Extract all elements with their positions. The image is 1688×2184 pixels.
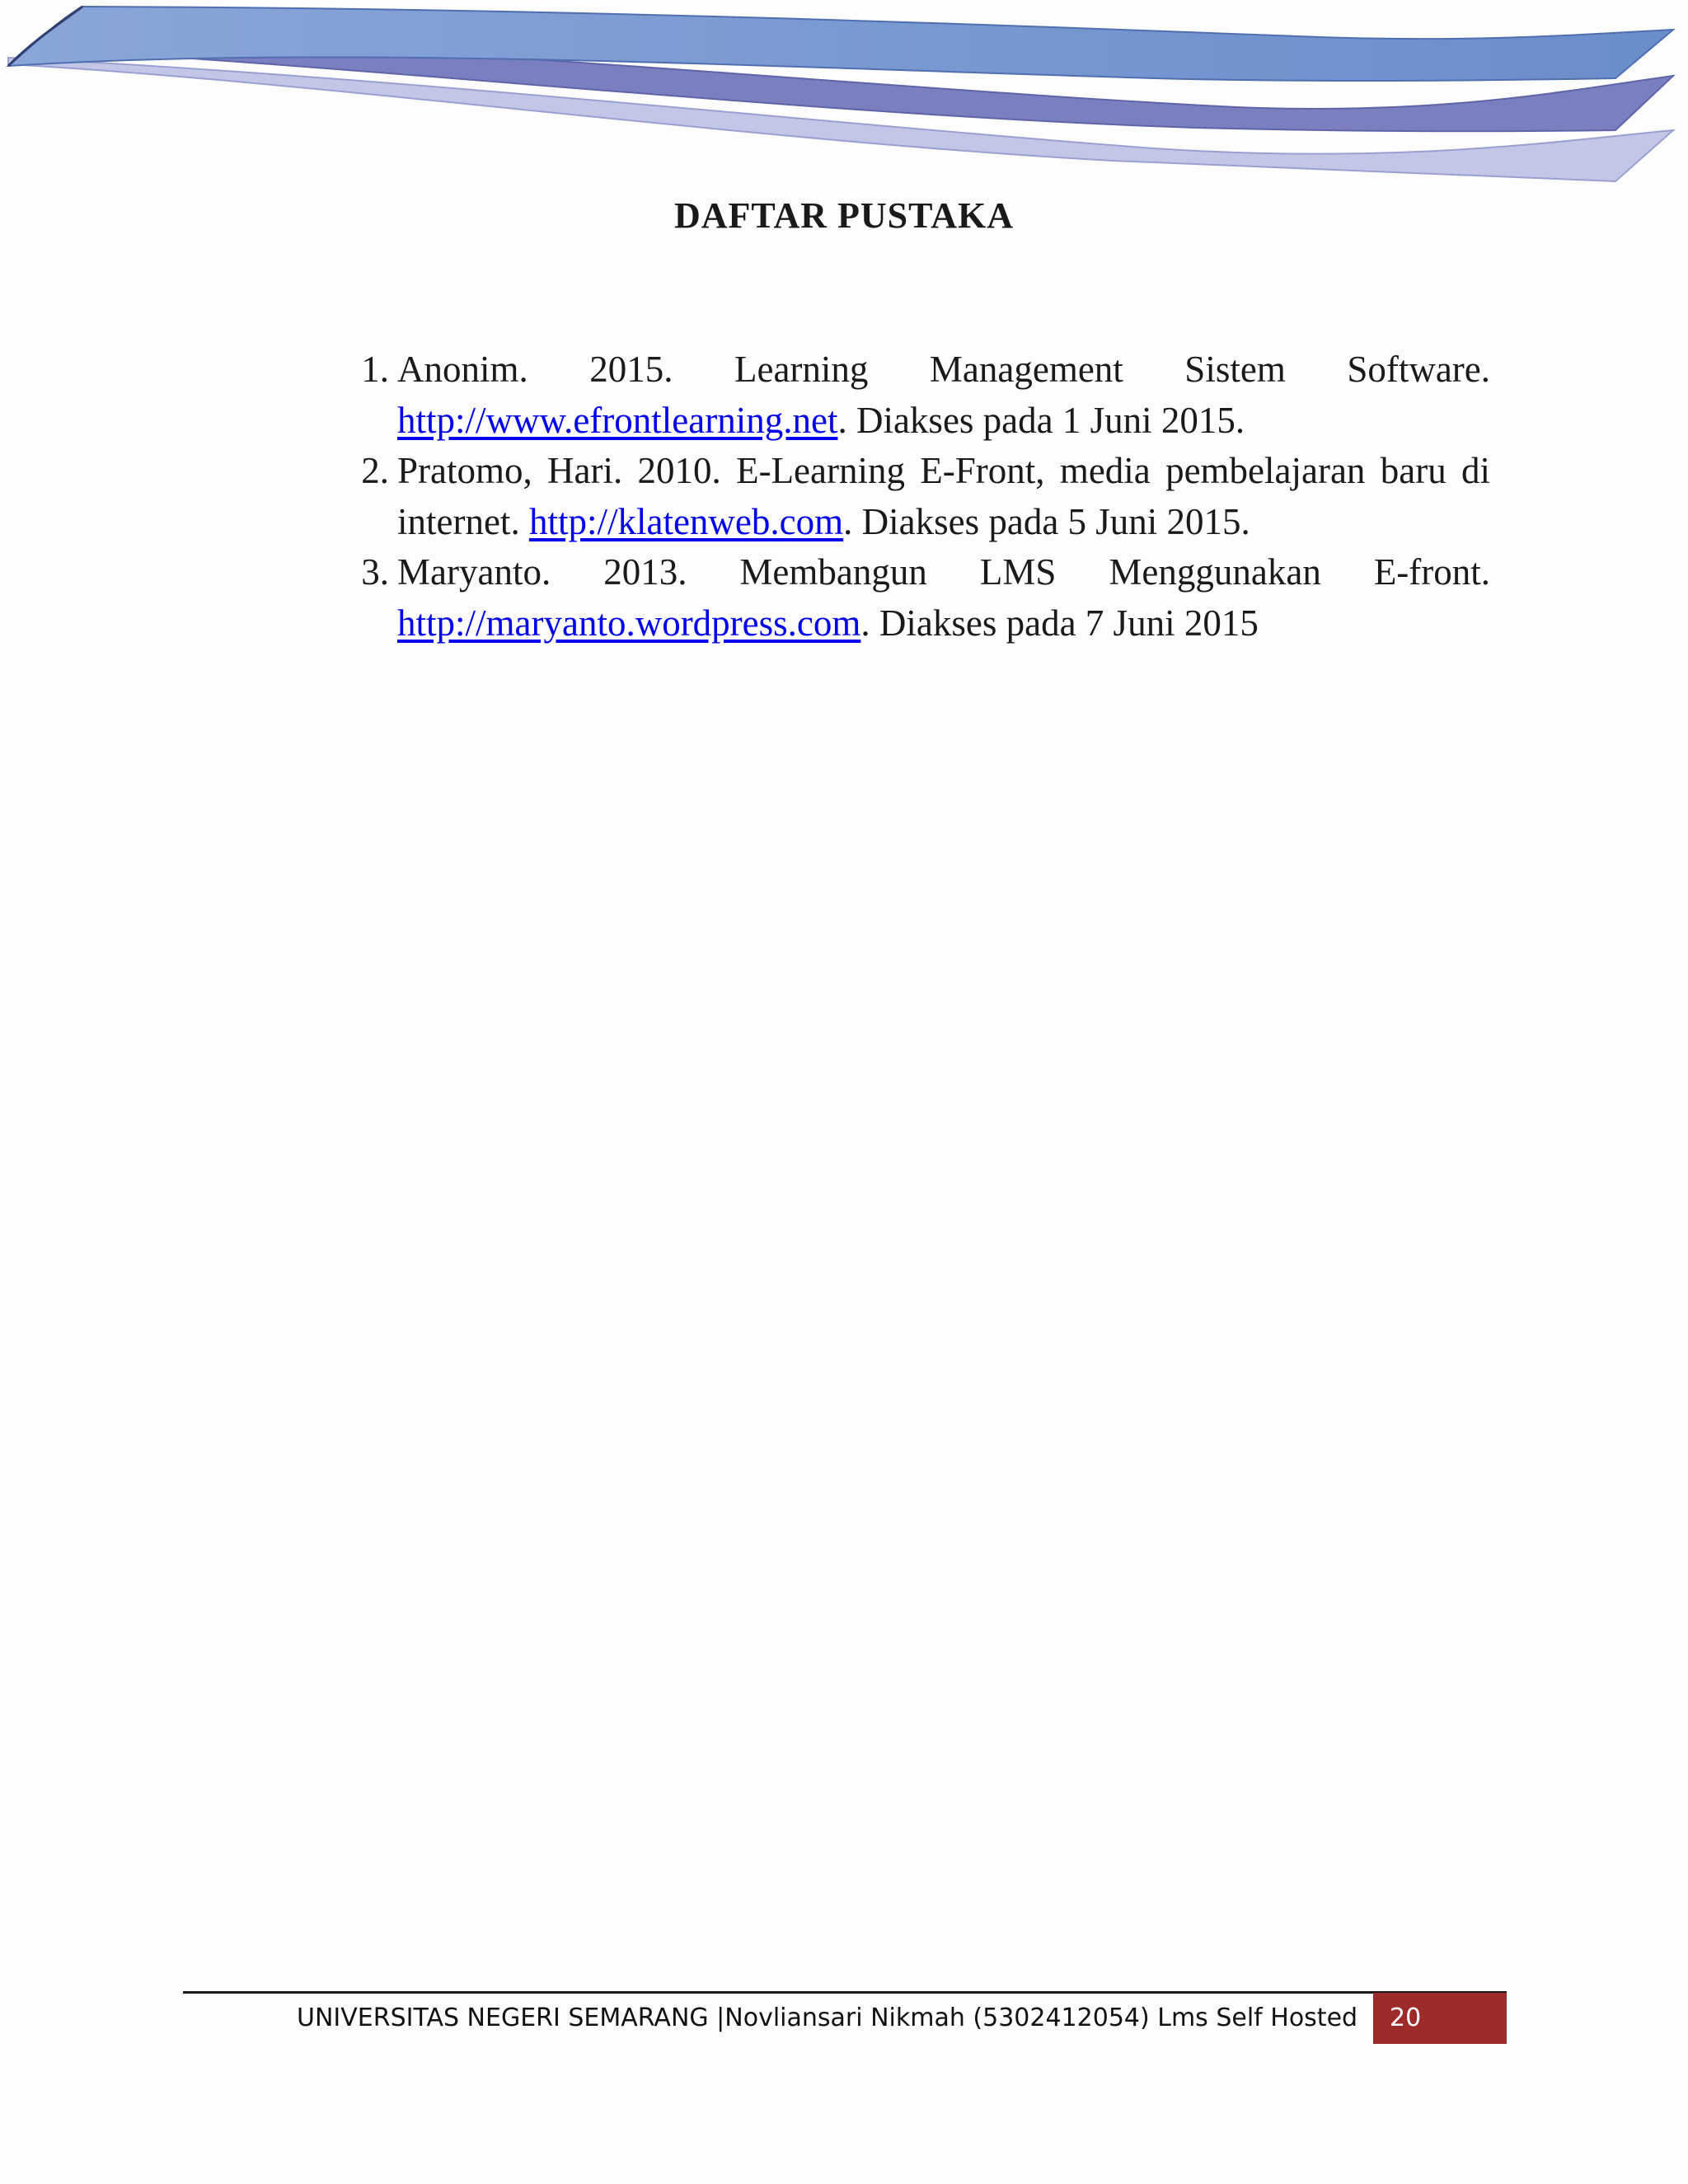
reference-number: 1.: [361, 349, 389, 390]
reference-line1: Anonim. 2015. Learning Management Sistem Software.: [397, 349, 1490, 390]
reference-line2: http://maryanto.wordpress.com. Diakses pada 7 Juni 2015: [397, 602, 1259, 644]
header-wave-banner: [0, 0, 1688, 198]
reference-line1: Pratomo, Hari. 2010. E-Learning E-Front, media pembelajaran baru di: [397, 450, 1490, 491]
footer-text: UNIVERSITAS NEGERI SEMARANG |Novliansari Nikmah (5302412054) Lms Self Hosted: [297, 2004, 1358, 2032]
page-number: 20: [1373, 1993, 1507, 2044]
reference-link[interactable]: http://www.efrontlearning.net: [397, 399, 838, 441]
reference-list: [338, 344, 1490, 649]
reference-item: [338, 547, 1490, 649]
reference-item: [338, 446, 1490, 547]
page-title: DAFTAR PUSTAKA: [673, 195, 1015, 236]
reference-link[interactable]: http://maryanto.wordpress.com: [397, 602, 861, 644]
banner-band-upper: [8, 7, 1673, 81]
reference-link[interactable]: http://klatenweb.com: [528, 500, 844, 542]
reference-number: 2.: [361, 450, 389, 491]
reference-line1: Maryanto. 2013. Membangun LMS Menggunakan E-front.: [397, 551, 1490, 593]
reference-line2: http://www.efrontlearning.net. Diakses pada 1 Juni 2015.: [397, 399, 1245, 441]
reference-number: 3.: [361, 551, 389, 593]
reference-line2: internet. http://klatenweb.com. Diakses pada 5 Juni 2015.: [397, 500, 1250, 542]
reference-item: [338, 344, 1490, 446]
